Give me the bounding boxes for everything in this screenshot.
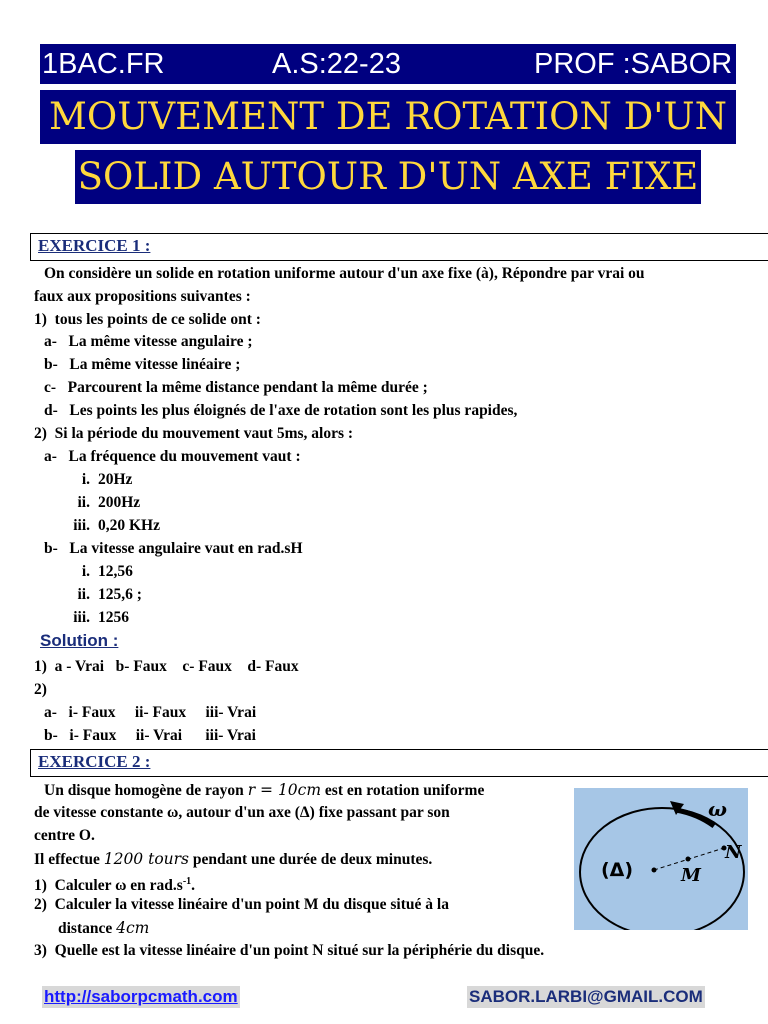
title-line-2: SOLID AUTOUR D'UN AXE FIXE	[75, 150, 701, 204]
item-letter: a-	[44, 333, 57, 350]
ex1-q2a	[44, 447, 301, 467]
solution-line-1	[34, 657, 299, 677]
text: est en rotation uniforme	[321, 782, 485, 799]
q-text: Si la période du mouvement vaut 5ms, alors :	[54, 425, 354, 442]
solution-text: a - Vrai b- Faux c- Faux d- Faux	[54, 658, 299, 675]
option-value: 1256	[98, 609, 129, 626]
text: Calculer la vitesse linéaire d'un point M du disque situé à la	[54, 896, 449, 913]
ex2-question-1	[34, 872, 195, 896]
item-text: La même vitesse angulaire ;	[68, 333, 253, 350]
q-number: 1)	[34, 658, 47, 675]
ex1-question-1	[34, 310, 261, 330]
math-distance: 4cm	[116, 919, 150, 937]
text: .	[191, 877, 196, 895]
option-value: 12,56	[98, 563, 133, 580]
ex1-intro-line-1: On considère un solide en rotation uniforme autour d'un axe fixe (à), Répondre par vrai ou	[44, 265, 645, 282]
roman-numeral: iii.	[73, 517, 90, 534]
solution-2b	[44, 726, 256, 746]
site-name: 1BAC.FR	[42, 48, 165, 80]
ex1-q2b-iii	[64, 608, 129, 628]
text: Il effectue	[34, 851, 104, 868]
item-letter: b-	[44, 727, 58, 744]
ex2-line-1	[44, 780, 484, 801]
ex1-q1c	[44, 378, 428, 398]
omega-label: ω	[708, 797, 728, 821]
q-text: tous les points de ce solide ont :	[54, 311, 261, 328]
ex1-q1b	[44, 355, 240, 375]
ex1-question-2	[34, 424, 353, 444]
email-address[interactable]: SABOR.LARBI@GMAIL.COM	[469, 987, 703, 1006]
axis-label: (Δ)	[601, 859, 634, 881]
solution-2a	[44, 703, 256, 723]
item-text: Parcourent la même distance pendant la même durée ;	[67, 379, 428, 396]
website-link[interactable]: http://saborpcmath.com	[44, 987, 238, 1006]
text: Calculer ω en rad.s	[54, 877, 183, 895]
n-label: N	[725, 842, 742, 863]
text: pendant une durée de deux minutes.	[189, 851, 433, 868]
ex1-q2a-ii	[64, 493, 140, 513]
title-line-1: MOUVEMENT DE ROTATION D'UN	[40, 90, 736, 144]
ex1-q2a-i	[64, 470, 132, 490]
ex1-q2b-i	[64, 562, 133, 582]
exercise-2-heading: EXERCICE 2 :	[38, 752, 151, 771]
item-text: La vitesse angulaire vaut en rad.sH	[69, 540, 303, 557]
text: distance	[58, 920, 117, 937]
option-value: 20Hz	[98, 471, 133, 488]
roman-numeral: ii.	[77, 494, 90, 511]
header-bar	[40, 44, 736, 84]
exercise-1-heading-box	[30, 233, 768, 261]
q-number: 3)	[34, 942, 47, 959]
ex2-line-3: centre O.	[34, 827, 95, 844]
roman-numeral: i.	[81, 471, 90, 488]
ex1-q2b	[44, 539, 303, 559]
exercise-2-heading-box	[30, 749, 768, 777]
roman-numeral: ii.	[77, 586, 90, 603]
q-number: 1)	[34, 311, 47, 328]
item-letter: b-	[44, 540, 58, 557]
center-point	[652, 868, 657, 873]
item-letter: b-	[44, 356, 58, 373]
q-number: 1)	[34, 877, 47, 895]
ex1-q2b-ii	[64, 585, 142, 605]
solution-heading: Solution :	[40, 631, 119, 650]
roman-numeral: i.	[81, 563, 90, 580]
q-number: 2)	[34, 425, 47, 442]
q-number: 2)	[34, 896, 47, 913]
math-tours: 1200 tours	[103, 850, 189, 868]
option-value: 0,20 KHz	[98, 517, 160, 534]
text: Quelle est la vitesse linéaire d'un point N situé sur la périphérie du disque.	[54, 942, 545, 959]
solution-text: i- Faux ii- Faux iii- Vrai	[68, 704, 257, 721]
option-value: 125,6 ;	[98, 586, 142, 603]
roman-numeral: iii.	[73, 609, 90, 626]
ex2-line-2: de vitesse constante ω, autour d'un axe (Δ) fixe passant par son	[34, 804, 450, 821]
item-letter: a-	[44, 704, 57, 721]
teacher-name: PROF :SABOR	[534, 48, 733, 80]
ex2-line-4	[34, 849, 432, 870]
ex1-q1d	[44, 401, 517, 421]
ex2-question-2-cont	[58, 918, 149, 939]
exponent: -1	[182, 876, 192, 887]
exercise-1-heading: EXERCICE 1 :	[38, 236, 151, 255]
ex1-q2a-iii	[64, 516, 160, 536]
ex2-question-3	[34, 941, 544, 961]
solution-text: i- Faux ii- Vrai iii- Vrai	[69, 727, 256, 744]
item-letter: d-	[44, 402, 58, 419]
item-text: Les points les plus éloignés de l'axe de rotation sont les plus rapides,	[69, 402, 518, 419]
ex1-q1a	[44, 332, 253, 352]
item-letter: c-	[44, 379, 57, 396]
disk-figure	[574, 788, 748, 930]
item-text: La fréquence du mouvement vaut :	[68, 448, 301, 465]
solution-line-2: 2)	[34, 681, 47, 698]
point-m	[686, 857, 691, 862]
item-text: La même vitesse linéaire ;	[69, 356, 241, 373]
school-year: A.S:22-23	[272, 48, 401, 80]
m-label: M	[681, 865, 701, 886]
ex2-question-2	[34, 895, 449, 915]
item-letter: a-	[44, 448, 57, 465]
ex1-intro-line-2: faux aux propositions suivantes :	[34, 288, 251, 305]
option-value: 200Hz	[98, 494, 141, 511]
math-radius: r = 10cm	[247, 781, 322, 799]
disk-diagram	[574, 788, 748, 930]
text: Un disque homogène de rayon	[44, 782, 248, 799]
